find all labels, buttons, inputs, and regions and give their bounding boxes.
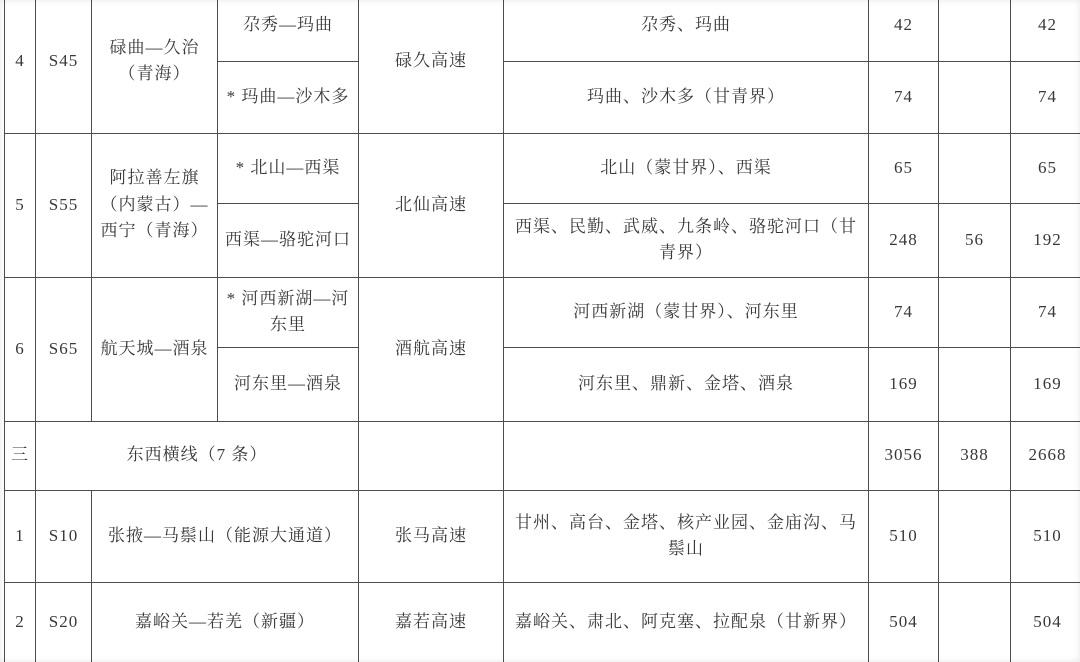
route-code-cell: S20 <box>36 582 92 662</box>
table-row <box>5 490 1080 582</box>
mileage-built-cell <box>939 582 1011 662</box>
route-name-cell: 嘉峪关—若羌（新疆） <box>92 582 359 662</box>
mileage-planned-cell: 192 <box>1011 203 1080 277</box>
mileage-planned-cell: 42 <box>1011 0 1080 61</box>
segment-cell: * 河西新湖—河东里 <box>218 277 359 347</box>
segment-cell: 西渠—骆驼河口 <box>218 203 359 277</box>
control-points-cell: 玛曲、沙木多（甘青界） <box>504 61 869 133</box>
control-points-cell <box>504 421 869 490</box>
segment-cell: 河东里—酒泉 <box>218 347 359 421</box>
section-summary-row <box>5 421 1080 490</box>
mileage-planned-cell: 169 <box>1011 347 1080 421</box>
route-number-cell: 5 <box>5 133 36 277</box>
route-code-cell: S10 <box>36 490 92 582</box>
table-row <box>5 277 1080 347</box>
segment-cell: * 玛曲—沙木多 <box>218 61 359 133</box>
mileage-built-cell <box>939 133 1011 203</box>
mileage-planned-cell: 74 <box>1011 277 1080 347</box>
mileage-built-cell <box>939 277 1011 347</box>
mileage-planned-cell: 510 <box>1011 490 1080 582</box>
route-code-cell: S65 <box>36 277 92 421</box>
table-row <box>5 133 1080 203</box>
route-number-cell: 6 <box>5 277 36 421</box>
mileage-total-cell: 169 <box>869 347 939 421</box>
highway-name-cell: 酒航高速 <box>359 277 504 421</box>
highway-name-cell <box>359 421 504 490</box>
section-title-cell: 东西横线（7 条） <box>36 421 359 490</box>
route-number-cell: 2 <box>5 582 36 662</box>
control-points-cell: 北山（蒙甘界）、西渠 <box>504 133 869 203</box>
highway-name-cell: 张马高速 <box>359 490 504 582</box>
section-number-cell: 三 <box>5 421 36 490</box>
mileage-total-cell: 42 <box>869 0 939 61</box>
mileage-planned-cell: 65 <box>1011 133 1080 203</box>
segment-cell: 尕秀—玛曲 <box>218 0 359 61</box>
route-code-cell: S55 <box>36 133 92 277</box>
table-container <box>4 0 1080 662</box>
mileage-built-cell: 388 <box>939 421 1011 490</box>
route-number-cell: 1 <box>5 490 36 582</box>
control-points-cell: 尕秀、玛曲 <box>504 0 869 61</box>
table-row <box>5 0 1080 61</box>
route-name-cell: 张掖—马鬃山（能源大通道） <box>92 490 359 582</box>
route-name-cell: 阿拉善左旗（内蒙古）—西宁（青海） <box>92 133 218 277</box>
mileage-total-cell: 504 <box>869 582 939 662</box>
route-number-cell: 4 <box>5 0 36 133</box>
highway-name-cell: 北仙高速 <box>359 133 504 277</box>
mileage-planned-cell: 2668 <box>1011 421 1080 490</box>
route-name-cell: 碌曲—久治（青海） <box>92 0 218 133</box>
control-points-cell: 河东里、鼎新、金塔、酒泉 <box>504 347 869 421</box>
route-name-cell: 航天城—酒泉 <box>92 277 218 421</box>
table-row <box>5 582 1080 662</box>
control-points-cell: 甘州、高台、金塔、核产业园、金庙沟、马鬃山 <box>504 490 869 582</box>
mileage-planned-cell: 504 <box>1011 582 1080 662</box>
mileage-built-cell <box>939 490 1011 582</box>
mileage-built-cell <box>939 0 1011 61</box>
segment-cell: * 北山—西渠 <box>218 133 359 203</box>
control-points-cell: 西渠、民勤、武威、九条岭、骆驼河口（甘青界） <box>504 203 869 277</box>
control-points-cell: 河西新湖（蒙甘界）、河东里 <box>504 277 869 347</box>
mileage-planned-cell: 74 <box>1011 61 1080 133</box>
mileage-built-cell <box>939 61 1011 133</box>
mileage-built-cell <box>939 347 1011 421</box>
mileage-total-cell: 510 <box>869 490 939 582</box>
highway-name-cell: 嘉若高速 <box>359 582 504 662</box>
mileage-total-cell: 74 <box>869 61 939 133</box>
mileage-total-cell: 248 <box>869 203 939 277</box>
highway-name-cell: 碌久高速 <box>359 0 504 133</box>
route-code-cell: S45 <box>36 0 92 133</box>
mileage-built-cell: 56 <box>939 203 1011 277</box>
mileage-total-cell: 3056 <box>869 421 939 490</box>
mileage-total-cell: 74 <box>869 277 939 347</box>
highway-plan-table <box>4 0 1080 662</box>
control-points-cell: 嘉峪关、肃北、阿克塞、拉配泉（甘新界） <box>504 582 869 662</box>
mileage-total-cell: 65 <box>869 133 939 203</box>
